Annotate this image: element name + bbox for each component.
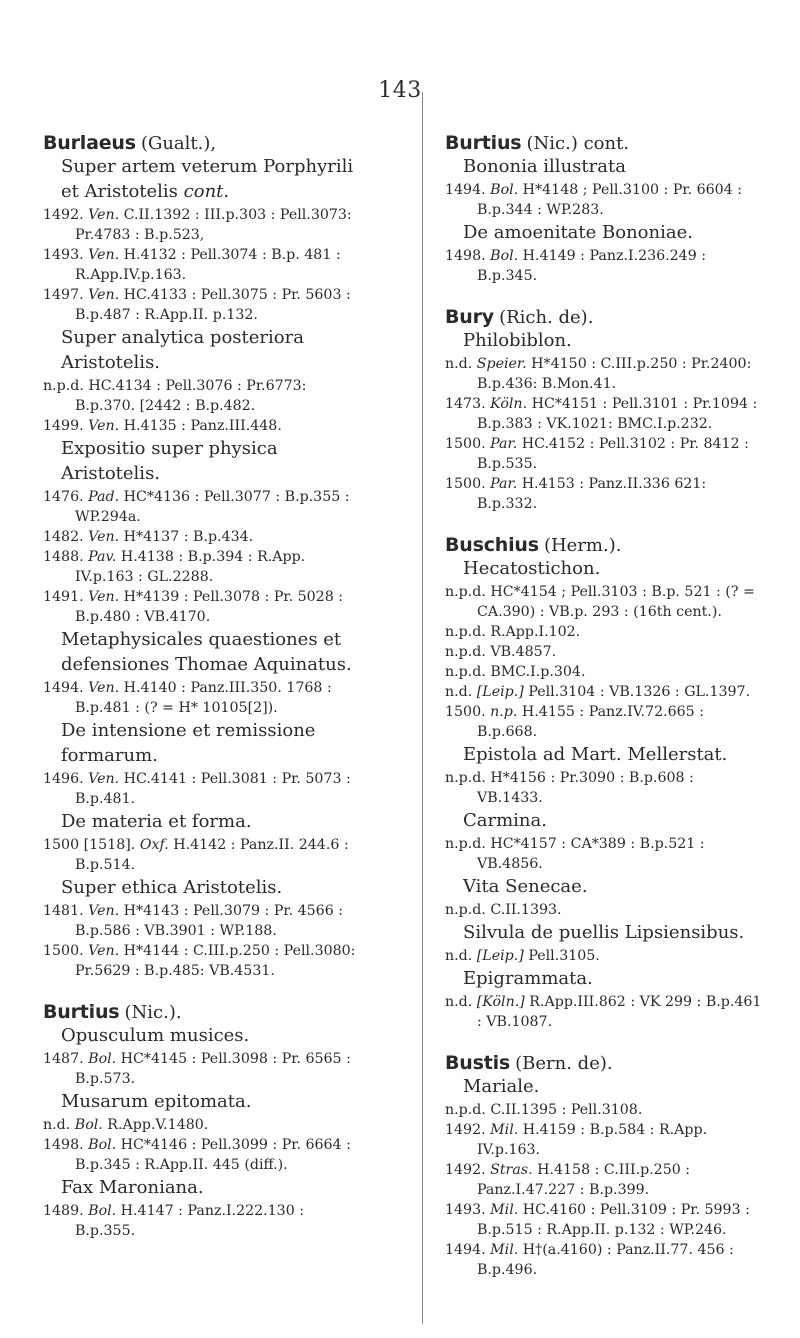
edition-place: Bol. — [74, 1117, 103, 1133]
author-name: Bustis — [445, 1052, 511, 1074]
edition-line — [43, 901, 361, 941]
author-name: Burlaeus — [43, 132, 136, 154]
author-name: Burtius — [445, 132, 522, 154]
author-suffix: (Nic.). — [124, 1002, 182, 1023]
edition-details: H.4149 : Panz.I.236.249 : B.p.345. — [477, 248, 707, 284]
edition-place: Ven. — [88, 418, 120, 434]
edition-line — [43, 527, 361, 547]
edition-line — [445, 702, 763, 742]
work-title-text: Expositio super physica Aristotelis. — [61, 438, 278, 484]
edition-year: 1481. — [43, 903, 84, 919]
edition-details: H*4137 : B.p.434. — [123, 529, 254, 545]
edition-details: VB.4857. — [490, 644, 557, 660]
edition-place: Bol. — [490, 182, 519, 198]
work-title-text: Super analytica posteriora Aristotelis. — [61, 327, 304, 373]
edition-details: C.II.1393. — [490, 902, 562, 918]
edition-details: H.4135 : Panz.III.448. — [123, 418, 282, 434]
edition-place: Par. — [490, 436, 518, 452]
author-heading — [445, 1052, 763, 1074]
edition-line — [43, 1201, 361, 1241]
edition-details: H*4156 : Pr.3090 : B.p.608 : VB.1433. — [477, 770, 694, 806]
edition-place: Mil. — [490, 1202, 519, 1218]
work-title — [43, 325, 361, 375]
edition-details: HC*4151 : Pell.3101 : Pr.1094 : B.p.383 : VK.1021: BMC.I.p.232. — [477, 396, 758, 432]
work-title — [43, 154, 361, 204]
edition-place: Ven. — [88, 589, 120, 605]
edition-line — [445, 834, 763, 874]
edition-place: Bol. — [88, 1203, 117, 1219]
edition-line — [445, 682, 763, 702]
work-title — [445, 220, 763, 245]
edition-place: Bol. — [490, 248, 519, 264]
edition-details: HC*4157 : CA*389 : B.p.521 : VB.4856. — [477, 836, 705, 872]
edition-year: 1482. — [43, 529, 84, 545]
work-title — [43, 809, 361, 834]
work-title-text: Metaphysicales quaestiones et defensiones Thomae Aquinatus. — [61, 629, 352, 675]
edition-year: n.d. — [445, 684, 473, 700]
work-title-text: Epistola ad Mart. Mellerstat. — [463, 744, 728, 765]
edition-year: n.p.d. — [43, 378, 84, 394]
edition-year: 1494. — [43, 680, 84, 696]
work-title-text: Bononia illustrata — [463, 156, 626, 177]
edition-year: 1499. — [43, 418, 84, 434]
work-title — [43, 875, 361, 900]
edition-line — [445, 946, 763, 966]
work-title-text: Super artem veterum Porphyrili et Aristotelis — [61, 156, 354, 202]
edition-line — [43, 587, 361, 627]
edition-year: 1500. — [445, 436, 486, 452]
work-title — [43, 1089, 361, 1114]
edition-place: Pad. — [88, 489, 120, 505]
edition-place: Ven. — [88, 529, 120, 545]
edition-year: n.d. — [445, 356, 473, 372]
author-suffix: (Bern. de). — [515, 1053, 613, 1074]
edition-year: n.d. — [445, 948, 473, 964]
edition-details: H*4148 ; Pell.3100 : Pr. 6604 : B.p.344 : WP.283. — [477, 182, 743, 218]
edition-place: Ven. — [88, 207, 120, 223]
work-title — [43, 1175, 361, 1200]
edition-details: HC*4154 ; Pell.3103 : B.p. 521 : (? = CA.390) : VB.p. 293 : (16th cent.). — [477, 584, 755, 620]
edition-place: Ven. — [88, 771, 120, 787]
edition-year: 1489. — [43, 1203, 84, 1219]
edition-line — [43, 416, 361, 436]
edition-details: C.II.1395 : Pell.3108. — [490, 1102, 643, 1118]
edition-year: 1500. — [445, 704, 486, 720]
edition-year: n.d. — [445, 994, 473, 1010]
edition-line — [43, 835, 361, 875]
edition-line — [43, 205, 361, 245]
edition-details: H*4150 : C.III.p.250 : Pr.2400: B.p.436: B.Mon.41. — [477, 356, 752, 392]
edition-year: 1500. — [445, 476, 486, 492]
edition-year: n.p.d. — [445, 836, 486, 852]
work-title — [445, 556, 763, 581]
work-title — [445, 328, 763, 353]
work-title — [445, 920, 763, 945]
edition-line — [43, 1135, 361, 1175]
edition-year: n.p.d. — [445, 770, 486, 786]
edition-year: 1498. — [43, 1137, 84, 1153]
edition-line — [445, 434, 763, 474]
author-heading — [445, 132, 763, 154]
work-title — [445, 874, 763, 899]
edition-place: Bol. — [88, 1051, 117, 1067]
edition-place: [Leip.] — [476, 684, 524, 700]
edition-place: Oxf. — [139, 837, 169, 853]
edition-line — [445, 1240, 763, 1280]
edition-details: HC.4133 : Pell.3075 : Pr. 5603 : B.p.487 : R.App.II. p.132. — [75, 287, 351, 323]
edition-year: 1500. — [43, 943, 84, 959]
edition-year: 1488. — [43, 549, 84, 565]
edition-place: [Köln.] — [476, 994, 525, 1010]
edition-details: C.II.1392 : III.p.303 : Pell.3073: Pr.4783 : B.p.523, — [75, 207, 352, 243]
edition-details: H.4140 : Panz.III.350. 1768 : B.p.481 : (? = H* 10105[2]). — [75, 680, 332, 716]
edition-place: Mil. — [490, 1242, 519, 1258]
work-title — [43, 1023, 361, 1048]
author-name: Burtius — [43, 1001, 120, 1023]
work-title-text: Epigrammata. — [463, 968, 593, 989]
edition-details: Pell.3104 : VB.1326 : GL.1397. — [528, 684, 751, 700]
edition-place: Bol. — [88, 1137, 117, 1153]
work-title-text: Carmina. — [463, 810, 547, 831]
edition-line — [43, 1115, 361, 1135]
edition-line — [445, 768, 763, 808]
edition-year: n.p.d. — [445, 584, 486, 600]
edition-details: H*4144 : C.III.p.250 : Pell.3080: Pr.5629 : B.p.485: VB.4531. — [75, 943, 356, 979]
edition-details: H.4158 : C.III.p.250 : Panz.I.47.227 : B.p.399. — [477, 1162, 691, 1198]
author-name: Buschius — [445, 534, 539, 556]
author-heading — [445, 534, 763, 556]
edition-details: H.4153 : Panz.II.336 621: B.p.332. — [477, 476, 707, 512]
edition-details: H*4143 : Pell.3079 : Pr. 4566 : B.p.586 : VB.3901 : WP.188. — [75, 903, 344, 939]
edition-year: 1496. — [43, 771, 84, 787]
edition-details: R.App.V.1480. — [107, 1117, 209, 1133]
edition-details: BMC.I.p.304. — [490, 664, 586, 680]
edition-line — [445, 900, 763, 920]
work-title-text: De intensione et remissione formarum. — [61, 720, 316, 766]
edition-year: 1494. — [445, 1242, 486, 1258]
edition-line — [445, 662, 763, 682]
edition-line — [445, 622, 763, 642]
edition-line — [445, 394, 763, 434]
edition-year: 1497. — [43, 287, 84, 303]
edition-place: Köln. — [490, 396, 528, 412]
edition-year: 1491. — [43, 589, 84, 605]
edition-line — [43, 941, 361, 981]
edition-details: H.4132 : Pell.3074 : B.p. 481 : R.App.IV.p.163. — [75, 247, 341, 283]
work-title — [445, 742, 763, 767]
work-title-text: Philobiblon. — [463, 330, 572, 351]
work-title-note: cont. — [183, 181, 230, 202]
edition-year: 1498. — [445, 248, 486, 264]
edition-place: Pav. — [88, 549, 117, 565]
edition-details: H*4139 : Pell.3078 : Pr. 5028 : B.p.480 : VB.4170. — [75, 589, 344, 625]
author-heading — [445, 306, 763, 328]
edition-details: HC.4152 : Pell.3102 : Pr. 8412 : B.p.535. — [477, 436, 749, 472]
edition-line — [43, 769, 361, 809]
edition-details: H.4159 : B.p.584 : R.App. IV.p.163. — [477, 1122, 708, 1158]
edition-year: 1492. — [445, 1122, 486, 1138]
work-title-text: Musarum epitomata. — [61, 1091, 252, 1112]
work-title-text: Hecatostichon. — [463, 558, 601, 579]
edition-line — [43, 245, 361, 285]
edition-line — [445, 1120, 763, 1160]
author-suffix: (Gualt.), — [140, 133, 217, 154]
edition-year: n.p.d. — [445, 1102, 486, 1118]
work-title — [445, 966, 763, 991]
author-suffix: (Herm.). — [543, 535, 622, 556]
edition-line — [43, 487, 361, 527]
edition-line — [445, 474, 763, 514]
edition-details: HC.4160 : Pell.3109 : Pr. 5993 : B.p.515 : R.App.II. p.132 : WP.246. — [477, 1202, 750, 1238]
author-suffix: (Rich. de). — [499, 307, 594, 328]
edition-line — [445, 246, 763, 286]
edition-year: 1476. — [43, 489, 84, 505]
edition-place: [Leip.] — [476, 948, 524, 964]
edition-year: 1494. — [445, 182, 486, 198]
edition-details: HC*4146 : Pell.3099 : Pr. 6664 : B.p.345 : R.App.II. 445 (diff.). — [75, 1137, 351, 1173]
edition-line — [445, 354, 763, 394]
work-title — [445, 1074, 763, 1099]
edition-place: Ven. — [88, 903, 120, 919]
right-column — [445, 132, 763, 1280]
edition-year: n.p.d. — [445, 624, 486, 640]
edition-details: H†(a.4160) : Panz.II.77. 456 : B.p.496. — [477, 1242, 734, 1278]
edition-place: Speier. — [476, 356, 527, 372]
edition-line — [445, 1200, 763, 1240]
edition-line — [445, 180, 763, 220]
edition-year: n.p.d. — [445, 902, 486, 918]
edition-line — [43, 1049, 361, 1089]
edition-details: R.App.III.862 : VK 299 : B.p.461 : VB.1087. — [477, 994, 762, 1030]
edition-year: 1493. — [43, 247, 84, 263]
work-title — [43, 627, 361, 677]
work-title — [445, 808, 763, 833]
work-title-text: De materia et forma. — [61, 811, 252, 832]
edition-line — [445, 1100, 763, 1120]
work-title — [43, 718, 361, 768]
work-title-text: Fax Maroniana. — [61, 1177, 204, 1198]
author-name: Bury — [445, 306, 494, 328]
edition-line — [43, 376, 361, 416]
edition-line — [445, 992, 763, 1032]
edition-place: Stras. — [490, 1162, 533, 1178]
edition-details: HC.4134 : Pell.3076 : Pr.6773: B.p.370. [2442 : B.p.482. — [75, 378, 307, 414]
edition-place: Ven. — [88, 287, 120, 303]
column-divider — [422, 92, 423, 1324]
edition-line — [445, 582, 763, 622]
edition-details: R.App.I.102. — [490, 624, 581, 640]
edition-year: n.d. — [43, 1117, 71, 1133]
edition-year: 1492. — [43, 207, 84, 223]
edition-details: H.4142 : Panz.II. 244.6 : B.p.514. — [75, 837, 349, 873]
edition-place: n.p. — [490, 704, 518, 720]
page-number: 143 — [378, 78, 422, 103]
edition-details: HC*4145 : Pell.3098 : Pr. 6565 : B.p.573. — [75, 1051, 351, 1087]
work-title-text: Silvula de puellis Lipsiensibus. — [463, 922, 745, 943]
edition-details: H.4147 : Panz.I.222.130 : B.p.355. — [75, 1203, 305, 1239]
edition-year: 1493. — [445, 1202, 486, 1218]
author-heading — [43, 132, 361, 154]
edition-year: n.p.d. — [445, 664, 486, 680]
edition-details: Pell.3105. — [528, 948, 600, 964]
edition-details: H.4138 : B.p.394 : R.App. IV.p.163 : GL.2288. — [75, 549, 306, 585]
work-title-text: Mariale. — [463, 1076, 540, 1097]
edition-line — [43, 285, 361, 325]
edition-line — [445, 1160, 763, 1200]
edition-year: 1473. — [445, 396, 486, 412]
author-heading — [43, 1001, 361, 1023]
edition-line — [445, 642, 763, 662]
edition-year: 1487. — [43, 1051, 84, 1067]
work-title — [445, 154, 763, 179]
edition-line — [43, 678, 361, 718]
edition-place: Ven. — [88, 680, 120, 696]
edition-place: Ven. — [88, 247, 120, 263]
work-title — [43, 436, 361, 486]
edition-details: HC*4136 : Pell.3077 : B.p.355 : WP.294a. — [75, 489, 350, 525]
edition-year: 1500 [1518]. — [43, 837, 136, 853]
edition-year: 1492. — [445, 1162, 486, 1178]
work-title-text: Super ethica Aristotelis. — [61, 877, 283, 898]
edition-place: Par. — [490, 476, 518, 492]
edition-year: n.p.d. — [445, 644, 486, 660]
edition-details: HC.4141 : Pell.3081 : Pr. 5073 : B.p.481. — [75, 771, 351, 807]
left-column — [43, 132, 361, 1241]
author-suffix: (Nic.) cont. — [526, 133, 630, 154]
edition-place: Mil. — [490, 1122, 519, 1138]
edition-line — [43, 547, 361, 587]
edition-place: Ven. — [88, 943, 120, 959]
edition-details: H.4155 : Panz.IV.72.665 : B.p.668. — [477, 704, 704, 740]
work-title-text: Vita Senecae. — [463, 876, 588, 897]
work-title-text: De amoenitate Bononiae. — [463, 222, 693, 243]
work-title-text: Opusculum musices. — [61, 1025, 250, 1046]
